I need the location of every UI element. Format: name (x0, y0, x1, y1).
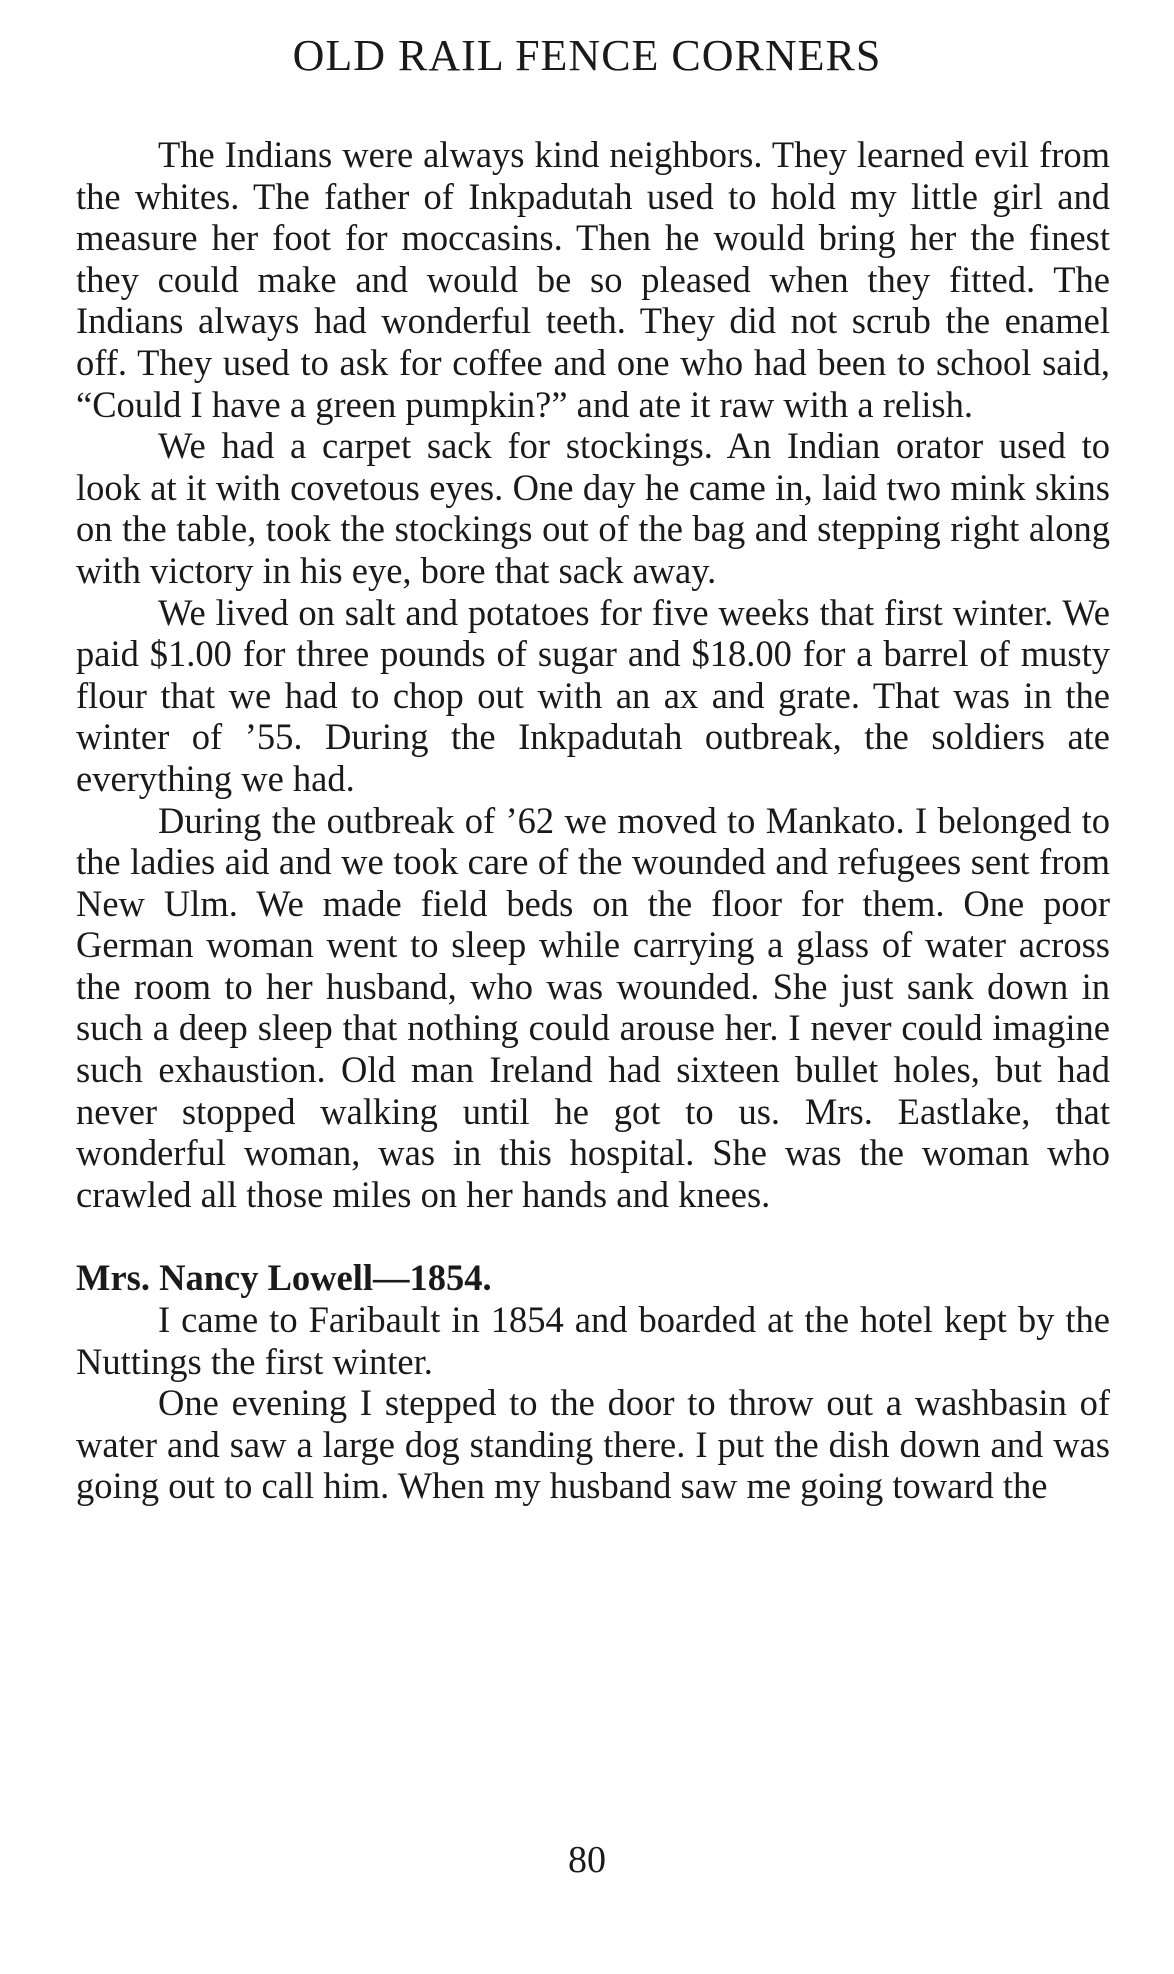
paragraph: We had a carpet sack for stockings. An Indian orator used to look at it with covetous eyes. One day he came in, laid two mink skins on the table, took the stockings out of the bag and stepping right along with victory in his eye, bore that sack away. (76, 425, 1110, 591)
paragraph: The Indians were always kind neighbors. They learned evil from the whites. The father of Inkpadutah used to hold my little girl and measure her foot for moccasins. Then he would bring her the finest they could make and would be so pleased when they fitted. The Indians always had wonderful teeth. They did not scrub the enamel off. They used to ask for coffee and one who had been to school said, “Could I have a green pumpkin?” and ate it raw with a relish. (76, 134, 1110, 425)
paragraph: During the outbreak of ’62 we moved to Mankato. I belonged to the ladies aid and we took care of the wounded and refugees sent from New Ulm. We made field beds on the floor for them. One poor German woman went to sleep while carrying a glass of water across the room to her husband, who was wounded. She just sank down in such a deep sleep that nothing could arouse her. I never could imagine such exhaustion. Old man Ireland had sixteen bullet holes, but had never stopped walking until he got to us. Mrs. Eastlake, that wonderful woman, was in this hospital. She was the woman who crawled all those miles on her hands and knees. (76, 799, 1110, 1215)
page-number: 80 (568, 1839, 606, 1881)
paragraph: One evening I stepped to the door to throw out a washbasin of water and saw a large dog standing there. I put the dish down and was going out to call him. When my husband saw me going toward the (76, 1382, 1110, 1507)
page-body (76, 134, 1110, 1507)
paragraph: We lived on salt and potatoes for five weeks that first winter. We paid $1.00 for three pounds of sugar and $18.00 for a barrel of musty flour that we had to chop out with an ax and grate. That was in the winter of ’55. During the Inkpadutah outbreak, the soldiers ate everything we had. (76, 591, 1110, 799)
section-heading: Mrs. Nancy Lowell—1854. (76, 1257, 492, 1299)
running-title: OLD RAIL FENCE CORNERS (292, 31, 882, 80)
paragraph: I came to Faribault in 1854 and boarded at the hotel kept by the Nuttings the first winter. (76, 1299, 1110, 1382)
